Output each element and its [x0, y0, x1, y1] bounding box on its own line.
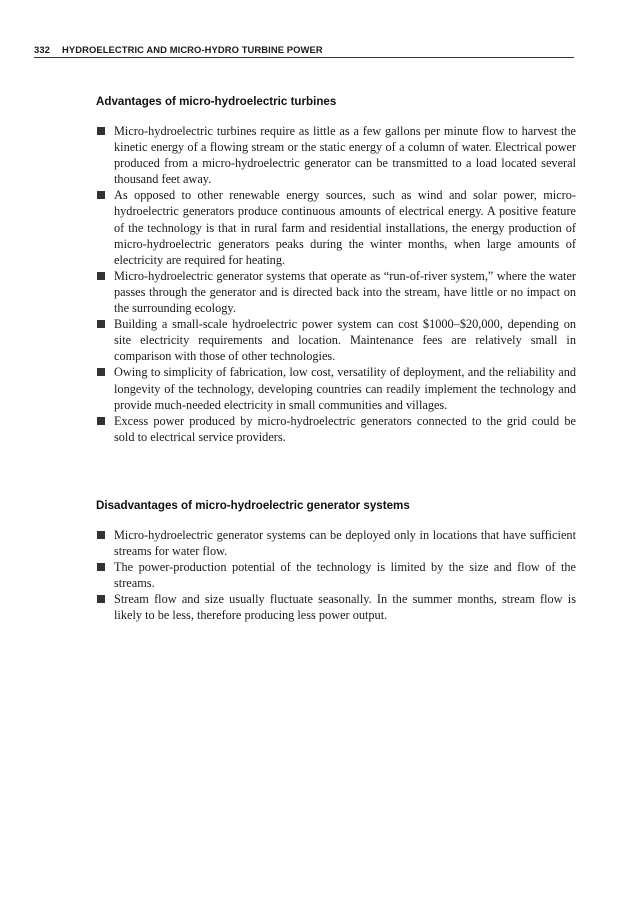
list-item: Owing to simplicity of fabrication, low cost, versatility of deployment, and the reliability and longevity of the technology, developing countries can readily implement the technology and provide much-needed electricity in small communities and villages. [96, 364, 576, 412]
disadvantages-list [96, 527, 576, 624]
list-item: Micro-hydroelectric generator systems can be deployed only in locations that have sufficient streams for water flow. [96, 527, 576, 559]
running-title: HYDROELECTRIC AND MICRO-HYDRO TURBINE POWER [62, 44, 323, 55]
square-bullet-icon [97, 417, 105, 425]
list-item: Excess power produced by micro-hydroelectric generators connected to the grid could be sold to electrical service providers. [96, 413, 576, 445]
square-bullet-icon [97, 191, 105, 199]
list-item: Building a small-scale hydroelectric power system can cost $1000–$20,000, depending on site electricity requirements and location. Maintenance fees are relatively small in comparison with those of other technologies. [96, 316, 576, 364]
running-header [34, 44, 574, 58]
square-bullet-icon [97, 272, 105, 280]
square-bullet-icon [97, 531, 105, 539]
list-item: The power-production potential of the technology is limited by the size and flow of the streams. [96, 559, 576, 591]
square-bullet-icon [97, 563, 105, 571]
section-heading: Advantages of micro-hydroelectric turbines [96, 95, 337, 108]
list-item: Micro-hydroelectric generator systems that operate as “run-of-river system,” where the water passes through the generator and is directed back into the stream, have little or no impact on the surrounding ecology. [96, 268, 576, 316]
advantages-list [96, 123, 576, 445]
square-bullet-icon [97, 368, 105, 376]
disadvantages-section [96, 499, 576, 624]
page-number: 332 [34, 44, 50, 55]
square-bullet-icon [97, 595, 105, 603]
square-bullet-icon [97, 127, 105, 135]
list-item: Micro-hydroelectric turbines require as little as a few gallons per minute flow to harvest the kinetic energy of a flowing stream or the static energy of a column of water. Electrical power produced from a micro-hydroelectric generator can be transmitted to a load located several thousand feet away. [96, 123, 576, 187]
list-item: As opposed to other renewable energy sources, such as wind and solar power, micro-hydroelectric generators produce continuous amounts of electrical energy. A positive feature of the technology is that in rural farm and residential installations, the energy production of micro-hydroelectric generators peaks during the winter months, when large amounts of electricity are required for heating. [96, 187, 576, 267]
section-heading: Disadvantages of micro-hydroelectric generator systems [96, 499, 410, 512]
square-bullet-icon [97, 320, 105, 328]
advantages-section [96, 95, 576, 445]
list-item: Stream flow and size usually fluctuate seasonally. In the summer months, stream flow is likely to be less, therefore producing less power output. [96, 591, 576, 623]
